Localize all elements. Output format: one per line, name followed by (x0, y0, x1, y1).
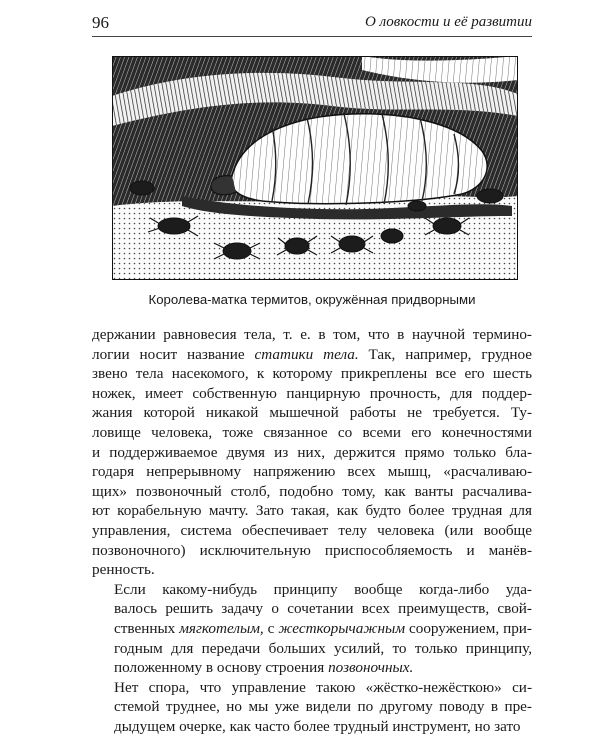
emphasized-term: мягкотелым, (179, 619, 264, 637)
text-line: щих» позвоночный столб, подобно тому, как ванты расчалива- (92, 482, 532, 500)
text-line: управления, система обеспечивает телу человека (или вообще (92, 521, 532, 539)
running-title: О ловкости и её развитии (364, 14, 532, 30)
text-line: позвоночного) исключительную приспособляемость и манёв- (92, 541, 532, 559)
text-line: ют корабельную мачту. Зато такая, как будто более трудная для (92, 502, 532, 520)
text-line: валось решить задачу о сочетании всех преимуществ, свой- (114, 600, 532, 618)
engraving-image (112, 56, 518, 280)
text-line: ственных мягкотелым, с жесткорычажным сооружением, при- (114, 619, 532, 637)
body-text (92, 325, 532, 736)
text-line: жания которой никакой мышечной работы не требуется. Ту- (92, 404, 532, 422)
page-number: 96 (92, 13, 109, 32)
page-margin (560, 0, 600, 750)
figure-caption: Королева-матка термитов, окружённая придворными (148, 292, 476, 307)
text-line: годаря непрерывному напряжению всех мышц, «расчаливаю- (92, 463, 532, 481)
text-line: ренность. (92, 561, 155, 579)
text-line: Нет спора, что управление такою «жёстко-нежёсткою» си- (114, 678, 532, 696)
text-line: положенному в основу строения позвоночных. (114, 659, 414, 677)
paragraph (92, 580, 532, 678)
paragraph (92, 325, 532, 580)
text-line: логии носит название статики тела. Так, например, грудное (92, 345, 532, 363)
text-line: и поддерживаемое двумя из них, держится прямо только бла- (92, 443, 532, 461)
text-line: держании равновесия тела, т. е. в том, что в научной термино- (92, 326, 532, 343)
text-line: стемой труднее, но мы уже видели по другому поводу в пре- (114, 698, 532, 716)
text-line: дыдущем очерке, как часто более трудный инструмент, но зато (114, 717, 521, 735)
page-header (92, 12, 532, 37)
text-line: ловище человека, тоже связанное со всеми его конечностями (92, 423, 532, 441)
paragraph (92, 678, 532, 737)
text-line: ножек, имеет собственную панцирную прочность, для поддер- (92, 384, 532, 402)
text-line: звено тела насекомого, к которому прикреплены все его шесть (92, 365, 532, 383)
text-line: годным для передачи больших усилий, то только принципу, (114, 639, 532, 657)
text-line: Если какому-нибудь принципу вообще когда-либо уда- (114, 580, 532, 598)
termite-queen-illustration (112, 56, 518, 280)
emphasized-term: позвоночных. (328, 659, 414, 677)
emphasized-term: жесткорычажным (278, 619, 406, 637)
emphasized-term: статики тела. (254, 345, 359, 363)
